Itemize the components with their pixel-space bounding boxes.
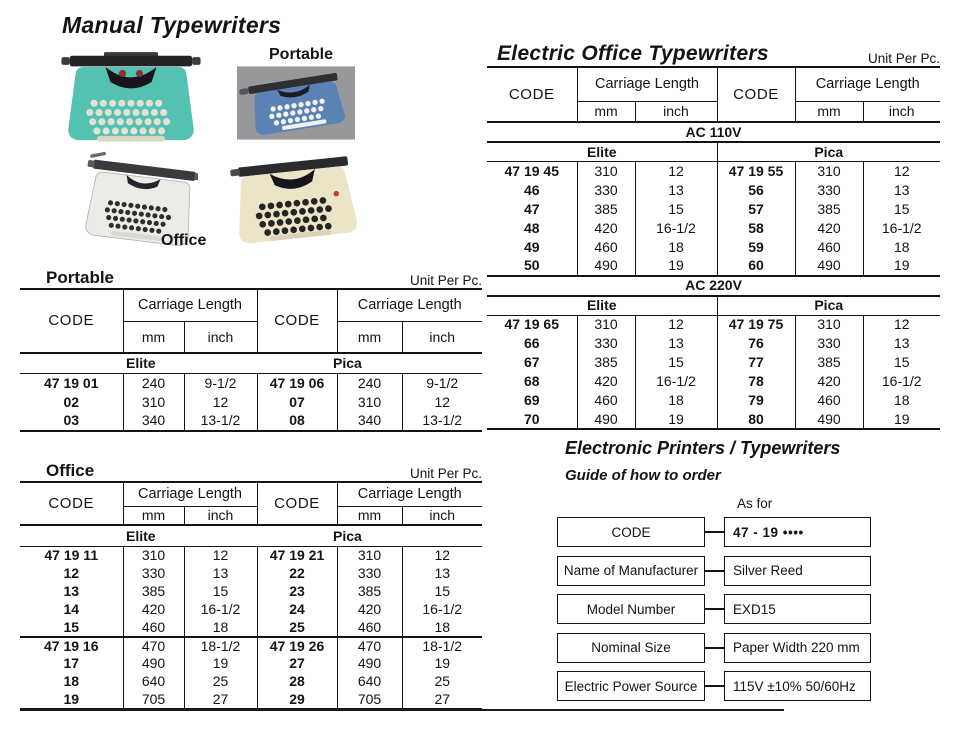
inch-cell: 15	[635, 200, 717, 219]
column-header-code: CODE	[508, 85, 555, 103]
column-header-mm: mm	[337, 507, 402, 526]
guide-row	[557, 633, 877, 663]
table-row	[20, 619, 482, 637]
blue-portable-typewriter-photo	[237, 66, 355, 140]
portable-section-title: Portable	[46, 268, 115, 287]
inch-cell: 18	[863, 238, 940, 257]
group-label-pica: Pica	[257, 525, 482, 547]
table-row	[20, 601, 482, 619]
guide-value-box: 47 - 19 ••••	[724, 517, 871, 547]
mm-cell: 460	[795, 238, 863, 257]
inch-cell: 18	[635, 391, 717, 410]
code-cell: 49	[523, 238, 540, 255]
table-row	[487, 257, 940, 276]
mm-cell: 330	[795, 181, 863, 200]
inch-cell: 19	[635, 257, 717, 276]
mm-cell: 385	[123, 583, 184, 601]
column-header-code: CODE	[48, 312, 95, 330]
code-cell: 12	[63, 565, 80, 582]
mm-cell: 310	[795, 315, 863, 334]
mm-cell: 420	[577, 219, 635, 238]
group-label-elite: Elite	[20, 525, 257, 547]
inch-cell: 15	[402, 583, 482, 601]
page-bottom-rule	[20, 709, 784, 711]
guide-row	[557, 594, 877, 624]
column-header-mm: mm	[123, 322, 184, 354]
inch-cell: 9-1/2	[184, 374, 257, 393]
table-row	[487, 238, 940, 257]
guide-label-box: Model Number	[557, 594, 705, 624]
column-header-inch: inch	[635, 102, 717, 123]
guide-label-box: Electric Power Source	[557, 671, 705, 701]
guide-row	[557, 517, 877, 547]
portable-table	[20, 288, 482, 432]
mm-cell: 420	[337, 601, 402, 619]
inch-cell: 12	[402, 393, 482, 412]
code-cell: 47 19 11	[44, 547, 99, 564]
code-cell: 47 19 45	[504, 162, 559, 179]
guide-label-box: Name of Manufacturer	[557, 556, 705, 586]
column-header-code: CODE	[717, 67, 795, 122]
code-cell: 07	[257, 393, 337, 412]
code-cell: 66	[523, 335, 540, 352]
code-cell: 25	[257, 619, 337, 637]
inch-cell: 18	[402, 619, 482, 637]
inch-cell: 19	[863, 410, 940, 429]
inch-cell: 15	[184, 583, 257, 601]
mm-cell: 460	[123, 619, 184, 637]
column-header-code: CODE	[257, 289, 337, 353]
table-row	[487, 334, 940, 353]
mm-cell: 310	[795, 162, 863, 181]
guide-connector-line	[705, 570, 724, 572]
code-cell: 79	[717, 391, 795, 410]
unit-per-pc-label: Unit Per Pc.	[867, 51, 940, 66]
teal-manual-typewriter-photo	[60, 52, 202, 146]
column-header-inch: inch	[184, 322, 257, 354]
mm-cell: 705	[123, 691, 184, 709]
inch-cell: 18-1/2	[402, 637, 482, 655]
inch-cell: 12	[184, 547, 257, 565]
table-row	[487, 200, 940, 219]
inch-cell: 16-1/2	[635, 219, 717, 238]
inch-cell: 15	[863, 200, 940, 219]
table-row	[487, 181, 940, 200]
column-header-code: CODE	[48, 494, 95, 512]
mm-cell: 330	[123, 565, 184, 583]
code-cell: 69	[523, 392, 540, 409]
inch-cell: 16-1/2	[402, 601, 482, 619]
code-cell: 47 19 06	[257, 374, 337, 393]
mm-cell: 310	[577, 162, 635, 181]
inch-cell: 27	[402, 691, 482, 709]
code-cell: 18	[63, 673, 80, 690]
code-cell: 28	[257, 673, 337, 691]
inch-cell: 18	[184, 619, 257, 637]
inch-cell: 15	[635, 353, 717, 372]
code-cell: 14	[63, 601, 80, 618]
code-cell: 15	[63, 618, 80, 635]
code-cell: 47	[523, 200, 540, 217]
inch-cell: 13	[863, 334, 940, 353]
electric-typewriters-title: Electric Office Typewriters	[497, 42, 769, 65]
mm-cell: 490	[577, 410, 635, 429]
table-row	[20, 547, 482, 565]
table-row	[20, 691, 482, 709]
code-cell: 13	[63, 583, 80, 600]
mm-cell: 310	[123, 393, 184, 412]
guide-connector-line	[705, 608, 724, 610]
mm-cell: 420	[123, 601, 184, 619]
mm-cell: 490	[123, 655, 184, 673]
mm-cell: 330	[795, 334, 863, 353]
office-section-title: Office	[46, 461, 95, 480]
inch-cell: 12	[863, 162, 940, 181]
guide-connector-line	[705, 647, 724, 649]
mm-cell: 460	[795, 391, 863, 410]
code-cell: 68	[523, 373, 540, 390]
office-section	[20, 451, 482, 710]
column-header-mm: mm	[577, 102, 635, 123]
table-row	[20, 412, 482, 431]
inch-cell: 13	[863, 181, 940, 200]
code-cell: 03	[63, 412, 80, 429]
guide-title: Electronic Printers / Typewriters	[565, 438, 841, 458]
inch-cell: 13	[184, 565, 257, 583]
column-header-inch: inch	[863, 102, 940, 123]
table-row	[20, 393, 482, 412]
unit-per-pc-label: Unit Per Pc.	[409, 273, 482, 288]
inch-cell: 16-1/2	[863, 219, 940, 238]
mm-cell: 385	[795, 200, 863, 219]
column-header-carriage-length: Carriage Length	[123, 289, 257, 322]
inch-cell: 13	[402, 565, 482, 583]
mm-cell: 330	[577, 181, 635, 200]
mm-cell: 310	[337, 547, 402, 565]
mm-cell: 240	[123, 374, 184, 393]
office-table-rows-group1	[20, 547, 482, 637]
inch-cell: 15	[863, 353, 940, 372]
mm-cell: 460	[577, 238, 635, 257]
inch-cell: 16-1/2	[184, 601, 257, 619]
office-table-rows-group2	[20, 637, 482, 709]
inch-cell: 25	[402, 673, 482, 691]
code-cell: 19	[63, 690, 80, 707]
group-label-pica: Pica	[717, 296, 940, 316]
group-label-elite: Elite	[487, 142, 717, 162]
group-label-pica: Pica	[717, 142, 940, 162]
group-label-pica: Pica	[257, 353, 482, 374]
table-row	[20, 583, 482, 601]
column-header-mm: mm	[123, 507, 184, 526]
mm-cell: 490	[337, 655, 402, 673]
code-cell: 80	[717, 410, 795, 429]
mm-cell: 310	[123, 547, 184, 565]
inch-cell: 13-1/2	[402, 412, 482, 431]
code-cell: 47 19 65	[504, 316, 559, 333]
mm-cell: 385	[337, 583, 402, 601]
code-cell: 50	[523, 257, 540, 274]
guide-value-box: EXD15	[724, 594, 871, 624]
table-row	[20, 374, 482, 393]
guide-connector-line	[705, 685, 724, 687]
column-header-carriage-length: Carriage Length	[795, 67, 940, 102]
mm-cell: 490	[577, 257, 635, 276]
column-header-inch: inch	[184, 507, 257, 526]
inch-cell: 19	[635, 410, 717, 429]
table-row	[20, 655, 482, 673]
table-row	[20, 673, 482, 691]
portable-section	[20, 261, 482, 432]
mm-cell: 460	[577, 391, 635, 410]
as-for-label: As for	[737, 496, 773, 511]
mm-cell: 310	[337, 393, 402, 412]
code-cell: 08	[257, 412, 337, 431]
inch-cell: 18-1/2	[184, 637, 257, 655]
table-row	[20, 565, 482, 583]
table-row	[487, 315, 940, 334]
inch-cell: 19	[184, 655, 257, 673]
mm-cell: 385	[795, 353, 863, 372]
mm-cell: 340	[337, 412, 402, 431]
mm-cell: 330	[337, 565, 402, 583]
code-cell: 56	[717, 181, 795, 200]
code-cell: 02	[63, 393, 80, 410]
code-cell: 47 19 21	[257, 547, 337, 565]
table-row	[487, 410, 940, 429]
code-cell: 23	[257, 583, 337, 601]
inch-cell: 25	[184, 673, 257, 691]
mm-cell: 640	[337, 673, 402, 691]
table-row	[487, 372, 940, 391]
guide-row	[557, 671, 877, 701]
inch-cell: 19	[402, 655, 482, 673]
code-cell: 47 19 01	[44, 374, 99, 391]
code-cell: 46	[523, 181, 540, 198]
manual-typewriters-title: Manual Typewriters	[62, 12, 282, 38]
guide-value-box: Silver Reed	[724, 556, 871, 586]
voltage-label-ac220v: AC 220V	[487, 276, 940, 296]
inch-cell: 12	[184, 393, 257, 412]
column-header-code: CODE	[257, 482, 337, 525]
guide-subtitle: Guide of how to order	[565, 467, 721, 484]
mm-cell: 310	[577, 315, 635, 334]
code-cell: 60	[717, 257, 795, 276]
mm-cell: 420	[795, 219, 863, 238]
guide-value-box: 115V ±10% 50/60Hz	[724, 671, 871, 701]
guide-label-box: CODE	[557, 517, 705, 547]
inch-cell: 13	[635, 181, 717, 200]
code-cell: 27	[257, 655, 337, 673]
column-header-carriage-length: Carriage Length	[337, 289, 482, 322]
mm-cell: 490	[795, 257, 863, 276]
code-cell: 22	[257, 565, 337, 583]
photo-label-portable: Portable	[269, 46, 334, 63]
office-table	[20, 481, 482, 710]
group-label-elite: Elite	[20, 353, 257, 374]
code-cell: 29	[257, 691, 337, 709]
code-cell: 77	[717, 353, 795, 372]
code-cell: 58	[717, 219, 795, 238]
code-cell: 48	[523, 219, 540, 236]
voltage-label-ac110v: AC 110V	[487, 122, 940, 142]
mm-cell: 385	[577, 200, 635, 219]
mm-cell: 640	[123, 673, 184, 691]
inch-cell: 13	[635, 334, 717, 353]
code-cell: 70	[523, 410, 540, 427]
table-row	[20, 637, 482, 655]
mm-cell: 420	[795, 372, 863, 391]
code-cell: 78	[717, 372, 795, 391]
inch-cell: 16-1/2	[635, 372, 717, 391]
guide-rows	[557, 517, 877, 701]
unit-per-pc-label: Unit Per Pc.	[409, 466, 482, 481]
inch-cell: 13-1/2	[184, 412, 257, 431]
mm-cell: 330	[577, 334, 635, 353]
portable-table-rows	[20, 374, 482, 431]
inch-cell: 18	[635, 238, 717, 257]
column-header-inch: inch	[402, 507, 482, 526]
column-header-mm: mm	[337, 322, 402, 354]
mm-cell: 420	[577, 372, 635, 391]
code-cell: 76	[717, 334, 795, 353]
inch-cell: 18	[863, 391, 940, 410]
code-cell: 47 19 26	[257, 637, 337, 655]
table-row	[487, 391, 940, 410]
inch-cell: 16-1/2	[863, 372, 940, 391]
guide-label-box: Nominal Size	[557, 633, 705, 663]
code-cell: 59	[717, 238, 795, 257]
inch-cell: 12	[635, 315, 717, 334]
table-row	[487, 162, 940, 181]
code-cell: 24	[257, 601, 337, 619]
guide-row	[557, 556, 877, 586]
mm-cell: 470	[337, 637, 402, 655]
table-row	[487, 353, 940, 372]
inch-cell: 9-1/2	[402, 374, 482, 393]
inch-cell: 27	[184, 691, 257, 709]
column-header-inch: inch	[402, 322, 482, 354]
electric-ac110v-rows	[487, 162, 940, 276]
electric-table	[487, 66, 940, 430]
mm-cell: 705	[337, 691, 402, 709]
table-row	[487, 219, 940, 238]
code-cell: 47 19 16	[44, 637, 99, 654]
column-header-carriage-length: Carriage Length	[123, 482, 257, 507]
photo-label-office: Office	[161, 232, 207, 249]
inch-cell: 12	[863, 315, 940, 334]
guide-section	[557, 438, 877, 710]
code-cell: 57	[717, 200, 795, 219]
inch-cell: 12	[635, 162, 717, 181]
mm-cell: 385	[577, 353, 635, 372]
mm-cell: 460	[337, 619, 402, 637]
mm-cell: 490	[795, 410, 863, 429]
guide-connector-line	[705, 531, 724, 533]
column-header-mm: mm	[795, 102, 863, 123]
code-cell: 47 19 75	[717, 315, 795, 334]
mm-cell: 470	[123, 637, 184, 655]
inch-cell: 19	[863, 257, 940, 276]
code-cell: 67	[523, 354, 540, 371]
electric-section	[487, 26, 940, 430]
mm-cell: 240	[337, 374, 402, 393]
code-cell: 17	[63, 655, 80, 672]
cream-office-typewriter-photo	[228, 150, 362, 246]
mm-cell: 340	[123, 412, 184, 431]
column-header-carriage-length: Carriage Length	[577, 67, 717, 102]
group-label-elite: Elite	[487, 296, 717, 316]
inch-cell: 12	[402, 547, 482, 565]
code-cell: 47 19 55	[717, 162, 795, 181]
guide-value-box: Paper Width 220 mm	[724, 633, 871, 663]
column-header-carriage-length: Carriage Length	[337, 482, 482, 507]
electric-ac220v-rows	[487, 315, 940, 429]
